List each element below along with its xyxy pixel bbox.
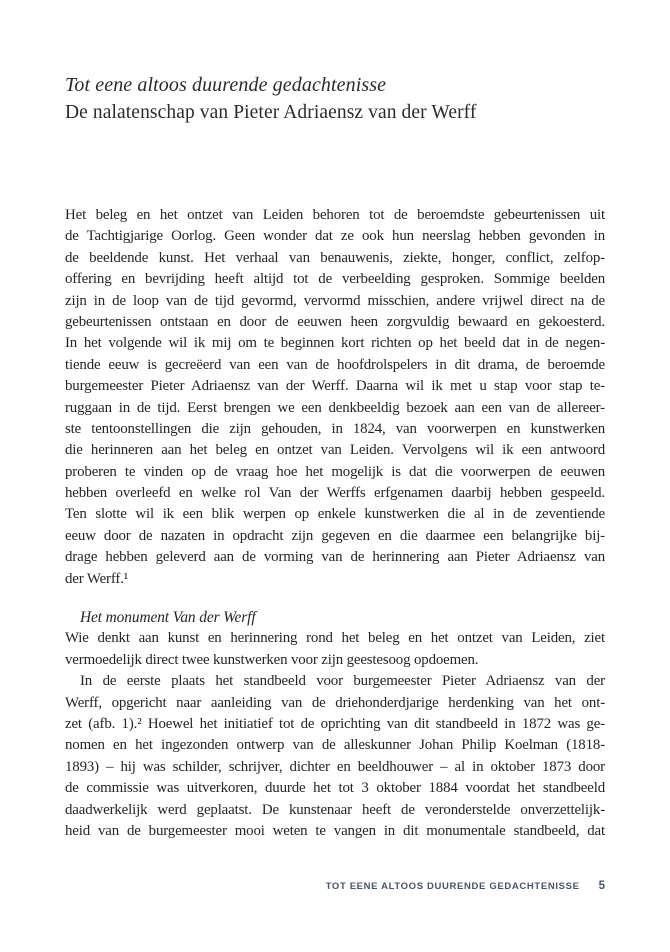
text-line: de beeldende kunst. Het verhaal van benauwenis, ziekte, honger, conflict, zelfop- — [65, 249, 605, 266]
chapter-subtitle: De nalatenschap van Pieter Adriaensz van der Werff — [65, 102, 477, 123]
text-line: ste tentoonstellingen die zijn gehouden, in 1824, van voorwerpen en kunstwerken — [65, 420, 605, 437]
text-line: drage hebben geleverd aan de vorming van de herinnering aan Pieter Adriaensz van — [65, 549, 605, 566]
text-line: In de eerste plaats het standbeeld voor burgemeester Pieter Adriaensz van der — [80, 673, 605, 690]
text-line: Werff, opgericht naar aanleiding van de driehonderdjarige herdenking van het ont- — [65, 694, 605, 711]
text-line: eeuw door de nazaten in opdracht zijn gegeven en die daarmee een belangrijke bij- — [65, 527, 605, 544]
text-line: proberen te vinden op de vraag hoe het mogelijk is dat die voorwerpen de eeuwen — [65, 463, 605, 480]
text-line: de commissie was uitverkoren, duurde het tot 3 oktober 1884 voordat het standbeeld — [65, 780, 605, 797]
text-line: Wie denkt aan kunst en herinnering rond het beleg en het ontzet van Leiden, ziet — [65, 630, 605, 647]
running-title: TOT EENE ALTOOS DUURENDE GEDACHTENISSE — [325, 881, 580, 892]
text-line: 1893) – hij was schilder, schrijver, dichter en beeldhouwer – al in oktober 1873 door — [65, 758, 605, 775]
text-line: daadwerkelijk werd geplaatst. De kunstenaar heeft de veronderstelde onverzettelijk- — [65, 801, 605, 818]
text-line: In het volgende wil ik mij om te beginnen kort richten op het beeld dat in de negen- — [65, 335, 605, 352]
paragraph-3 — [65, 671, 605, 842]
text-line: ruggaan in de tijd. Eerst brengen we een denkbeeldig bezoek aan een van de allereer- — [65, 399, 605, 416]
chapter-heading — [65, 71, 605, 127]
text-line: zijn in de loop van de tijd gevormd, vervormd misschien, andere vrijwel direct na de — [65, 292, 605, 309]
page-number: 5 — [598, 880, 605, 892]
text-line: gebeurtenissen ontstaan en door de eeuwen heen zorgvuldig bewaard en gekoesterd. — [65, 313, 605, 330]
text-line: burgemeester Pieter Adriaensz van der Werff. Daarna wil ik met u stap voor stap te- — [65, 378, 605, 395]
text-line: die herinneren aan het beleg en ontzet van Leiden. Vervolgens wil ik een antwoord — [65, 442, 605, 459]
body-text — [65, 205, 605, 842]
text-line: de Tachtigjarige Oorlog. Geen wonder dat ze ook hun neerslag hebben gevonden in — [65, 228, 605, 245]
page-footer — [65, 880, 605, 892]
paragraph-1 — [65, 205, 605, 590]
section-heading: Het monument Van der Werff — [80, 609, 256, 627]
text-line: hebben overleefd en welke rol Van der Werffs erfgenamen daarbij hebben gespeeld. — [65, 485, 605, 502]
text-line: nomen en het ingezonden ontwerp van de alleskunner Johan Philip Koelman (1818- — [65, 737, 605, 754]
paragraph-2 — [65, 628, 605, 671]
chapter-title: Tot eene altoos duurende gedachtenisse — [65, 74, 387, 96]
text-line: Het beleg en het ontzet van Leiden behoren tot de beroemdste gebeurtenissen uit — [65, 207, 605, 223]
text-line: tiende eeuw is gecreëerd van een van de hoofdrolspelers in dit drama, de beroemde — [65, 356, 605, 373]
text-line-with-footnote-marker: zet (afb. 1).² Hoewel het initiatief tot de oprichting van dit standbeeld in 1872 was ge- — [65, 716, 605, 732]
text-line-with-footnote-marker: der Werff.¹ — [65, 570, 129, 587]
text-line: heid van de burgemeester mooi weten te vangen in dit monumentale standbeeld, dat — [65, 822, 605, 839]
text-line: offering en bevrijding heeft altijd tot de verbeelding gesproken. Sommige beelden — [65, 271, 605, 288]
text-line: vermoedelijk direct twee kunstwerken voor zijn geestesoog opdoemen. — [65, 651, 479, 668]
text-line: Ten slotte wil ik een blik werpen op enkele kunstwerken die al in de zeventiende — [65, 506, 605, 523]
